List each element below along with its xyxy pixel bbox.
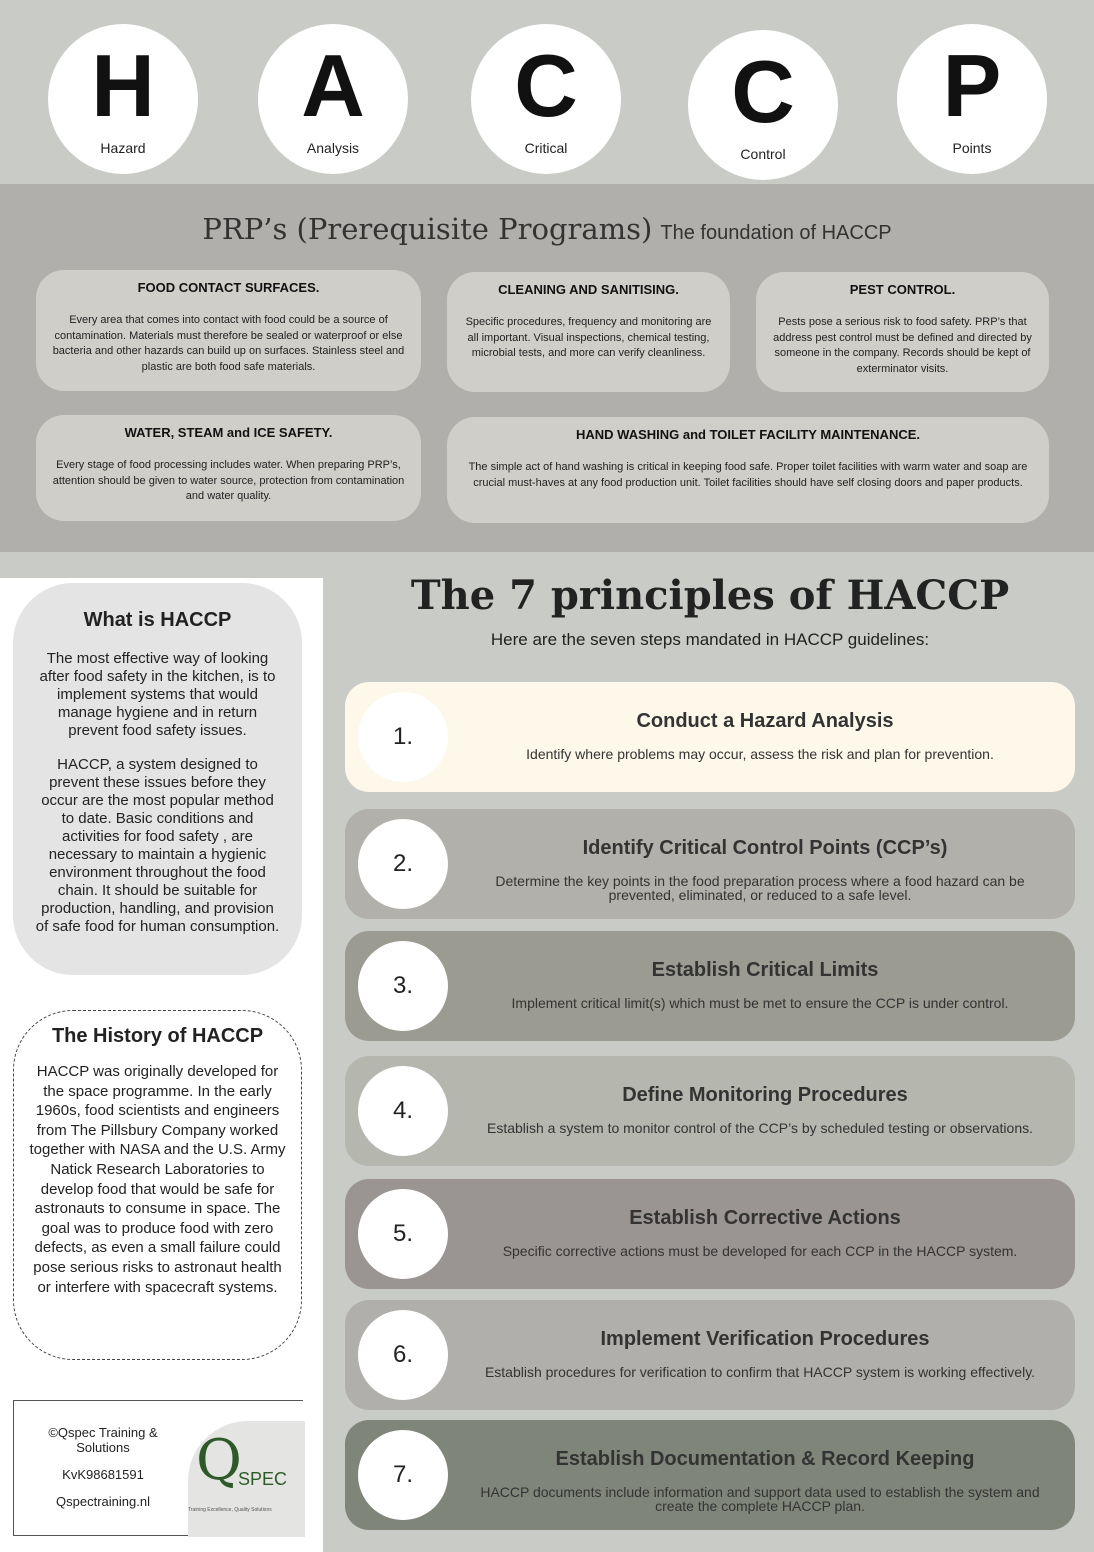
step-number: 3.: [358, 941, 448, 1031]
step-title: Define Monitoring Procedures: [622, 1084, 908, 1106]
principle-step-1: [345, 682, 1075, 792]
acronym-word: Analysis: [306, 140, 360, 156]
what-is-haccp-box: [13, 583, 302, 975]
prp-title: PRP’s (Prerequisite Programs): [202, 212, 653, 246]
prp-card: [447, 417, 1049, 523]
prp-card-text: The simple act of hand washing is critical in keeping food safe. Proper toilet facilities with warm water and soap are crucial must-haves at any food production unit. Toilet facilities should have self closing doors and paper products.: [468, 461, 1028, 489]
prp-card: [447, 272, 730, 392]
step-title: Establish Corrective Actions: [629, 1207, 901, 1229]
step-title: Establish Documentation & Record Keeping: [555, 1448, 975, 1470]
principles-subtitle: Here are the seven steps mandated in HACCP guidelines:: [490, 630, 930, 649]
what-paragraph: The most effective way of looking after food safety in the kitchen, is to implement systems that would manage hygiene and in return prevent food safety issues.: [39, 650, 276, 739]
footer-box: [13, 1400, 303, 1536]
step-text: Specific corrective actions must be developed for each CCP in the HACCP system.: [502, 1243, 1018, 1259]
step-text: Implement critical limit(s) which must be met to ensure the CCP is under control.: [511, 995, 1009, 1011]
acronym-circle-c2: [688, 30, 838, 180]
prp-card: [756, 272, 1049, 392]
history-text: HACCP was originally developed for the space programme. In the early 1960s, food scientists and engineers from The Pillsbury Company worked together with NASA and the U.S. Army Natick Research Laboratories to develop food that would be safe for astronauts to consume in space. The goal was to produce food with zero defects, as even a small failure could pose serious risks to astronaut health or interfere with spacecraft systems.: [29, 1063, 286, 1296]
acronym-circle-a: [258, 24, 408, 174]
logo-q: Q: [196, 1428, 242, 1493]
principle-step-5: [345, 1179, 1075, 1289]
acronym-circle-p: [897, 24, 1047, 174]
prp-subtitle: The foundation of HACCP: [660, 222, 892, 244]
copyright-text: ©Qspec Training & Solutions: [48, 1425, 158, 1455]
prp-card-text: Every stage of food processing includes water. When preparing PRP’s, attention should be given to water source, protection from contamination and water quality.: [52, 459, 405, 502]
prp-card: [36, 415, 421, 521]
step-number: 6.: [358, 1310, 448, 1400]
acronym-word: Control: [740, 146, 786, 162]
principle-step-2: [345, 809, 1075, 919]
acronym-circle-c1: [471, 24, 621, 174]
acronym-letter: H: [91, 36, 155, 135]
prp-card-title: HAND WASHING and TOILET FACILITY MAINTENANCE.: [575, 427, 921, 442]
step-text: HACCP documents include information and support data used to establish the system and create the complete HACCP plan.: [480, 1484, 1040, 1514]
acronym-letter: C: [514, 36, 578, 135]
acronym-word: Points: [952, 140, 992, 156]
step-text: Establish procedures for verification to confirm that HACCP system is working effectively.: [484, 1364, 1036, 1380]
step-title: Conduct a Hazard Analysis: [636, 710, 894, 732]
prp-card-title: FOOD CONTACT SURFACES.: [137, 280, 320, 295]
prp-card-title: WATER, STEAM and ICE SAFETY.: [124, 425, 333, 440]
acronym-word: Hazard: [100, 140, 146, 156]
history-title: The History of HACCP: [51, 1025, 264, 1047]
step-number: 1.: [358, 692, 448, 782]
logo-tagline: Training Excellence, Quality Solutions: [188, 1507, 272, 1513]
prp-card: [36, 270, 421, 391]
acronym-circle-h: [48, 24, 198, 174]
prp-card-text: Specific procedures, frequency and monitoring are all important. Visual inspections, chemical testing, microbial tests, and more can verify cleanliness.: [465, 316, 712, 359]
step-number: 7.: [358, 1430, 448, 1520]
principle-step-4: [345, 1056, 1075, 1166]
principle-step-7: [345, 1420, 1075, 1530]
principles-title: The 7 principles of HACCP: [410, 572, 1010, 619]
step-text: Identify where problems may occur, assess the risk and plan for prevention.: [526, 746, 994, 762]
acronym-letter: C: [731, 42, 795, 141]
acronym-letter: A: [301, 36, 365, 135]
prp-card-title: CLEANING AND SANITISING.: [498, 282, 679, 297]
logo-word: SPEC: [238, 1469, 288, 1489]
step-number: 5.: [358, 1189, 448, 1279]
prp-card-text: Pests pose a serious risk to food safety. PRP’s that address pest control must be defined and directed by someone in the company. Records should be kept of exterminator visits.: [773, 316, 1032, 375]
history-box: [13, 1010, 302, 1360]
acronym-letter: P: [942, 36, 1002, 135]
step-text: Determine the key points in the food preparation process where a food hazard can be prevented, eliminated, or reduced to a safe level.: [495, 873, 1025, 903]
left-panel: [0, 578, 323, 1552]
what-title: What is HACCP: [83, 609, 232, 631]
prp-heading: [0, 212, 1094, 246]
logo: [188, 1421, 305, 1537]
website-link[interactable]: Qspectraining.nl: [56, 1494, 150, 1509]
step-number: 4.: [358, 1066, 448, 1156]
prp-card-title: PEST CONTROL.: [849, 282, 956, 297]
step-title: Implement Verification Procedures: [600, 1328, 930, 1350]
prp-card-text: Every area that comes into contact with food could be a source of contamination. Materials must therefore be sealed or waterproof or else bacteria and other hazards can build up on surfaces. Stainless steel and plastic are both food safe materials.: [52, 314, 405, 373]
principle-step-3: [345, 931, 1075, 1041]
principle-step-6: [345, 1300, 1075, 1410]
step-number: 2.: [358, 819, 448, 909]
prp-section: [0, 184, 1094, 552]
step-title: Establish Critical Limits: [651, 959, 879, 981]
what-paragraph: HACCP, a system designed to prevent these issues before they occur are the most popular method to date. Basic conditions and activities for food safety , are necessary to maintain a hygienic environment throughout the food chain. It should be suitable for production, handling, and provision of safe food for human consumption.: [35, 756, 280, 935]
step-text: Establish a system to monitor control of the CCP’s by scheduled testing or observations.: [486, 1120, 1033, 1136]
step-title: Identify Critical Control Points (CCP’s): [582, 837, 948, 859]
acronym-word: Critical: [524, 140, 568, 156]
kvk-number: KvK98681591: [62, 1467, 144, 1482]
